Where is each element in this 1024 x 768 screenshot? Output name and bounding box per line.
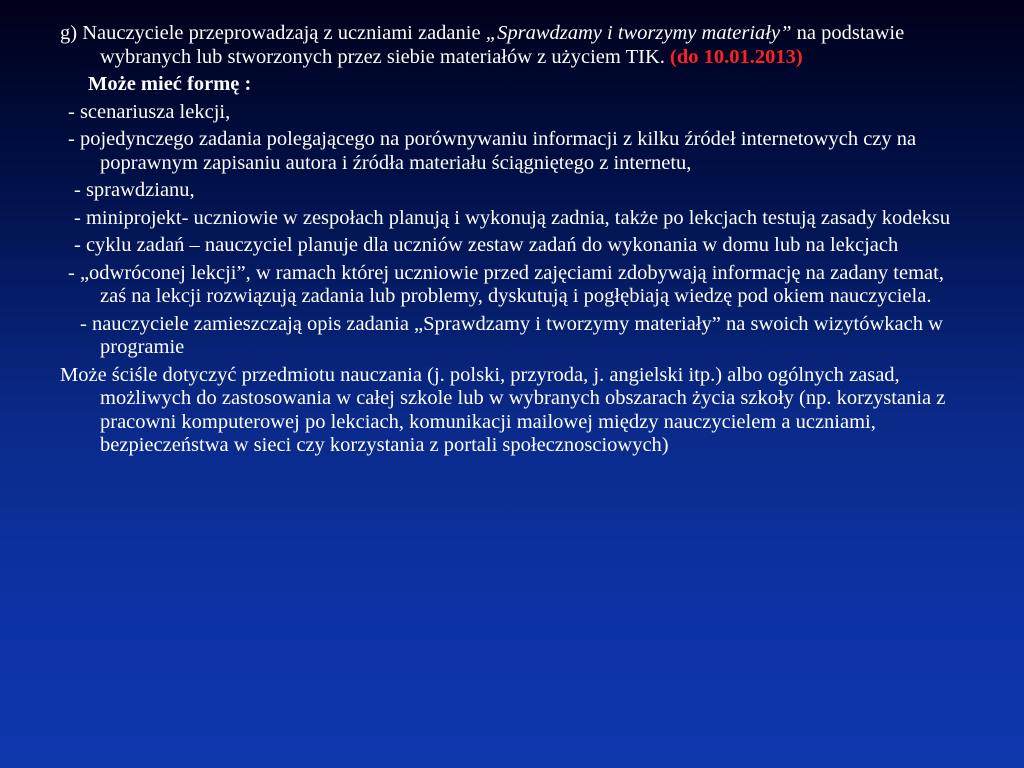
forms-heading: Może mieć formę :	[88, 73, 252, 95]
form-item-task-cycle: - cyklu zadań – nauczyciel planuje dla uczniów zestaw zadań do wykonania w domu lub na lekcjach	[74, 234, 899, 256]
closing-paragraph: Może ściśle dotyczyć przedmiotu nauczania (j. polski, przyroda, j. angielski itp.) albo ogólnych zasad, możliwych do zastosowania w całej szkole lub w wybranych obszarach życia szkoły (np. korzystania z pracowni komputerowej po lekciach, komunikacji mailowej między nauczycielem a uczniami, bezpieczeństwa w sieci czy korzystania z portali społecznosciowych)	[60, 363, 946, 456]
intro-prefix: g) Nauczyciele przeprowadzają z uczniami zadanie	[60, 22, 486, 44]
form-item-miniproject: - miniprojekt- uczniowie w zespołach planują i wykonują zadnia, także po lekcjach testują zasady kodeksu	[74, 206, 951, 229]
form-item-single-task: - pojedynczego zadania polegającego na porównywaniu informacji z kilku źródeł internetowych czy na poprawnym zapisaniu autora i źródła materiału ściągniętego z internetu,	[68, 128, 917, 174]
task-title: „Sprawdzamy i tworzymy materiały”	[485, 22, 792, 44]
intro-middle: na podstawie wybranych lub stworzonych przez siebie materiałów z użyciem TIK.	[100, 22, 905, 68]
form-item-business-cards: - nauczyciele zamieszczają opis zadania „Sprawdzamy i tworzymy materiały” na swoich wizytówkach w programie	[80, 312, 943, 358]
slide-content	[60, 22, 975, 462]
form-item-test: - sprawdzianu,	[74, 179, 195, 201]
form-item-scenario: - scenariusza lekcji,	[68, 100, 231, 123]
intro-paragraph	[60, 22, 975, 69]
deadline: (do 10.01.2013)	[670, 45, 803, 68]
form-item-flipped-lesson: - „odwróconej lekcji”, w ramach której uczniowie przed zajęciami zdobywają informację na zadany temat, zaś na lekcji rozwiązują zadania lub problemy, dyskutują i pogłębiają wiedzę pod okiem nauczyciela.	[68, 261, 944, 307]
